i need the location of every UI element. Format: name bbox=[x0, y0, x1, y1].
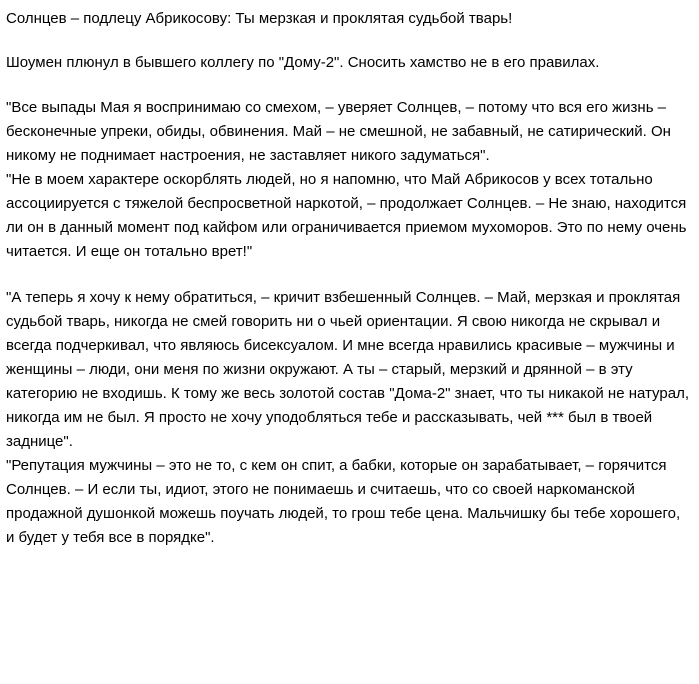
page-title: Солнцев – подлецу Абрикосову: Ты мерзкая и проклятая судьбой тварь! bbox=[6, 10, 513, 27]
article-paragraph: "А теперь я хочу к нему обратиться, – кричит взбешенный Солнцев. – Май, мерзкая и проклятая судьбой тварь, никогда не смей говорить ни о чьей ориентации. Я свою никогда не скрывал и всегда подчеркивал, что являюсь бисексуалом. И мне всегда нравились красивые – мужчины и женщины – люди, они меня по жизни окружают. А ты – старый, мерзкий и дрянной – в эту категорию не входишь. К тому же весь золотой состав "Дома-2" знает, что ты никакой не натурал, никогда им не был. Я просто не хочу уподобляться тебе и рассказывать, чей *** был в твоей заднице". bbox=[6, 289, 689, 450]
paragraph-spacer bbox=[6, 264, 689, 286]
article-paragraph: "Не в моем характере оскорблять людей, но я напомню, что Май Абрикосов у всех тотально ассоциируется с тяжелой беспросветной наркотой, – продолжает Солнцев. – Не знаю, находится ли он в данный момент под кайфом или ограничивается приемом мухоморов. Это по нему очень читается. И еще он тотально врет!" bbox=[6, 171, 687, 260]
article-lead: Шоумен плюнул в бывшего коллегу по "Дому-2". Сносить хамство не в его правилах. bbox=[6, 54, 600, 71]
article-paragraph: "Репутация мужчины – это не то, с кем он спит, а бабки, которые он зарабатывает, – горячится Солнцев. – И если ты, идиот, этого не понимаешь и считаешь, что со своей наркоманской продажной душонкой можешь поучать людей, то грош тебе цена. Мальчишку бы тебе хорошего, и будет у тебя все в порядке". bbox=[6, 457, 681, 546]
article-paragraph: "Все выпады Мая я воспринимаю со смехом, – уверяет Солнцев, – потому что вся его жизнь – бесконечные упреки, обиды, обвинения. Май – не смешной, не забавный, не сатирический. Он никому не поднимает настроения, не заставляет никого задуматься". bbox=[6, 99, 671, 164]
